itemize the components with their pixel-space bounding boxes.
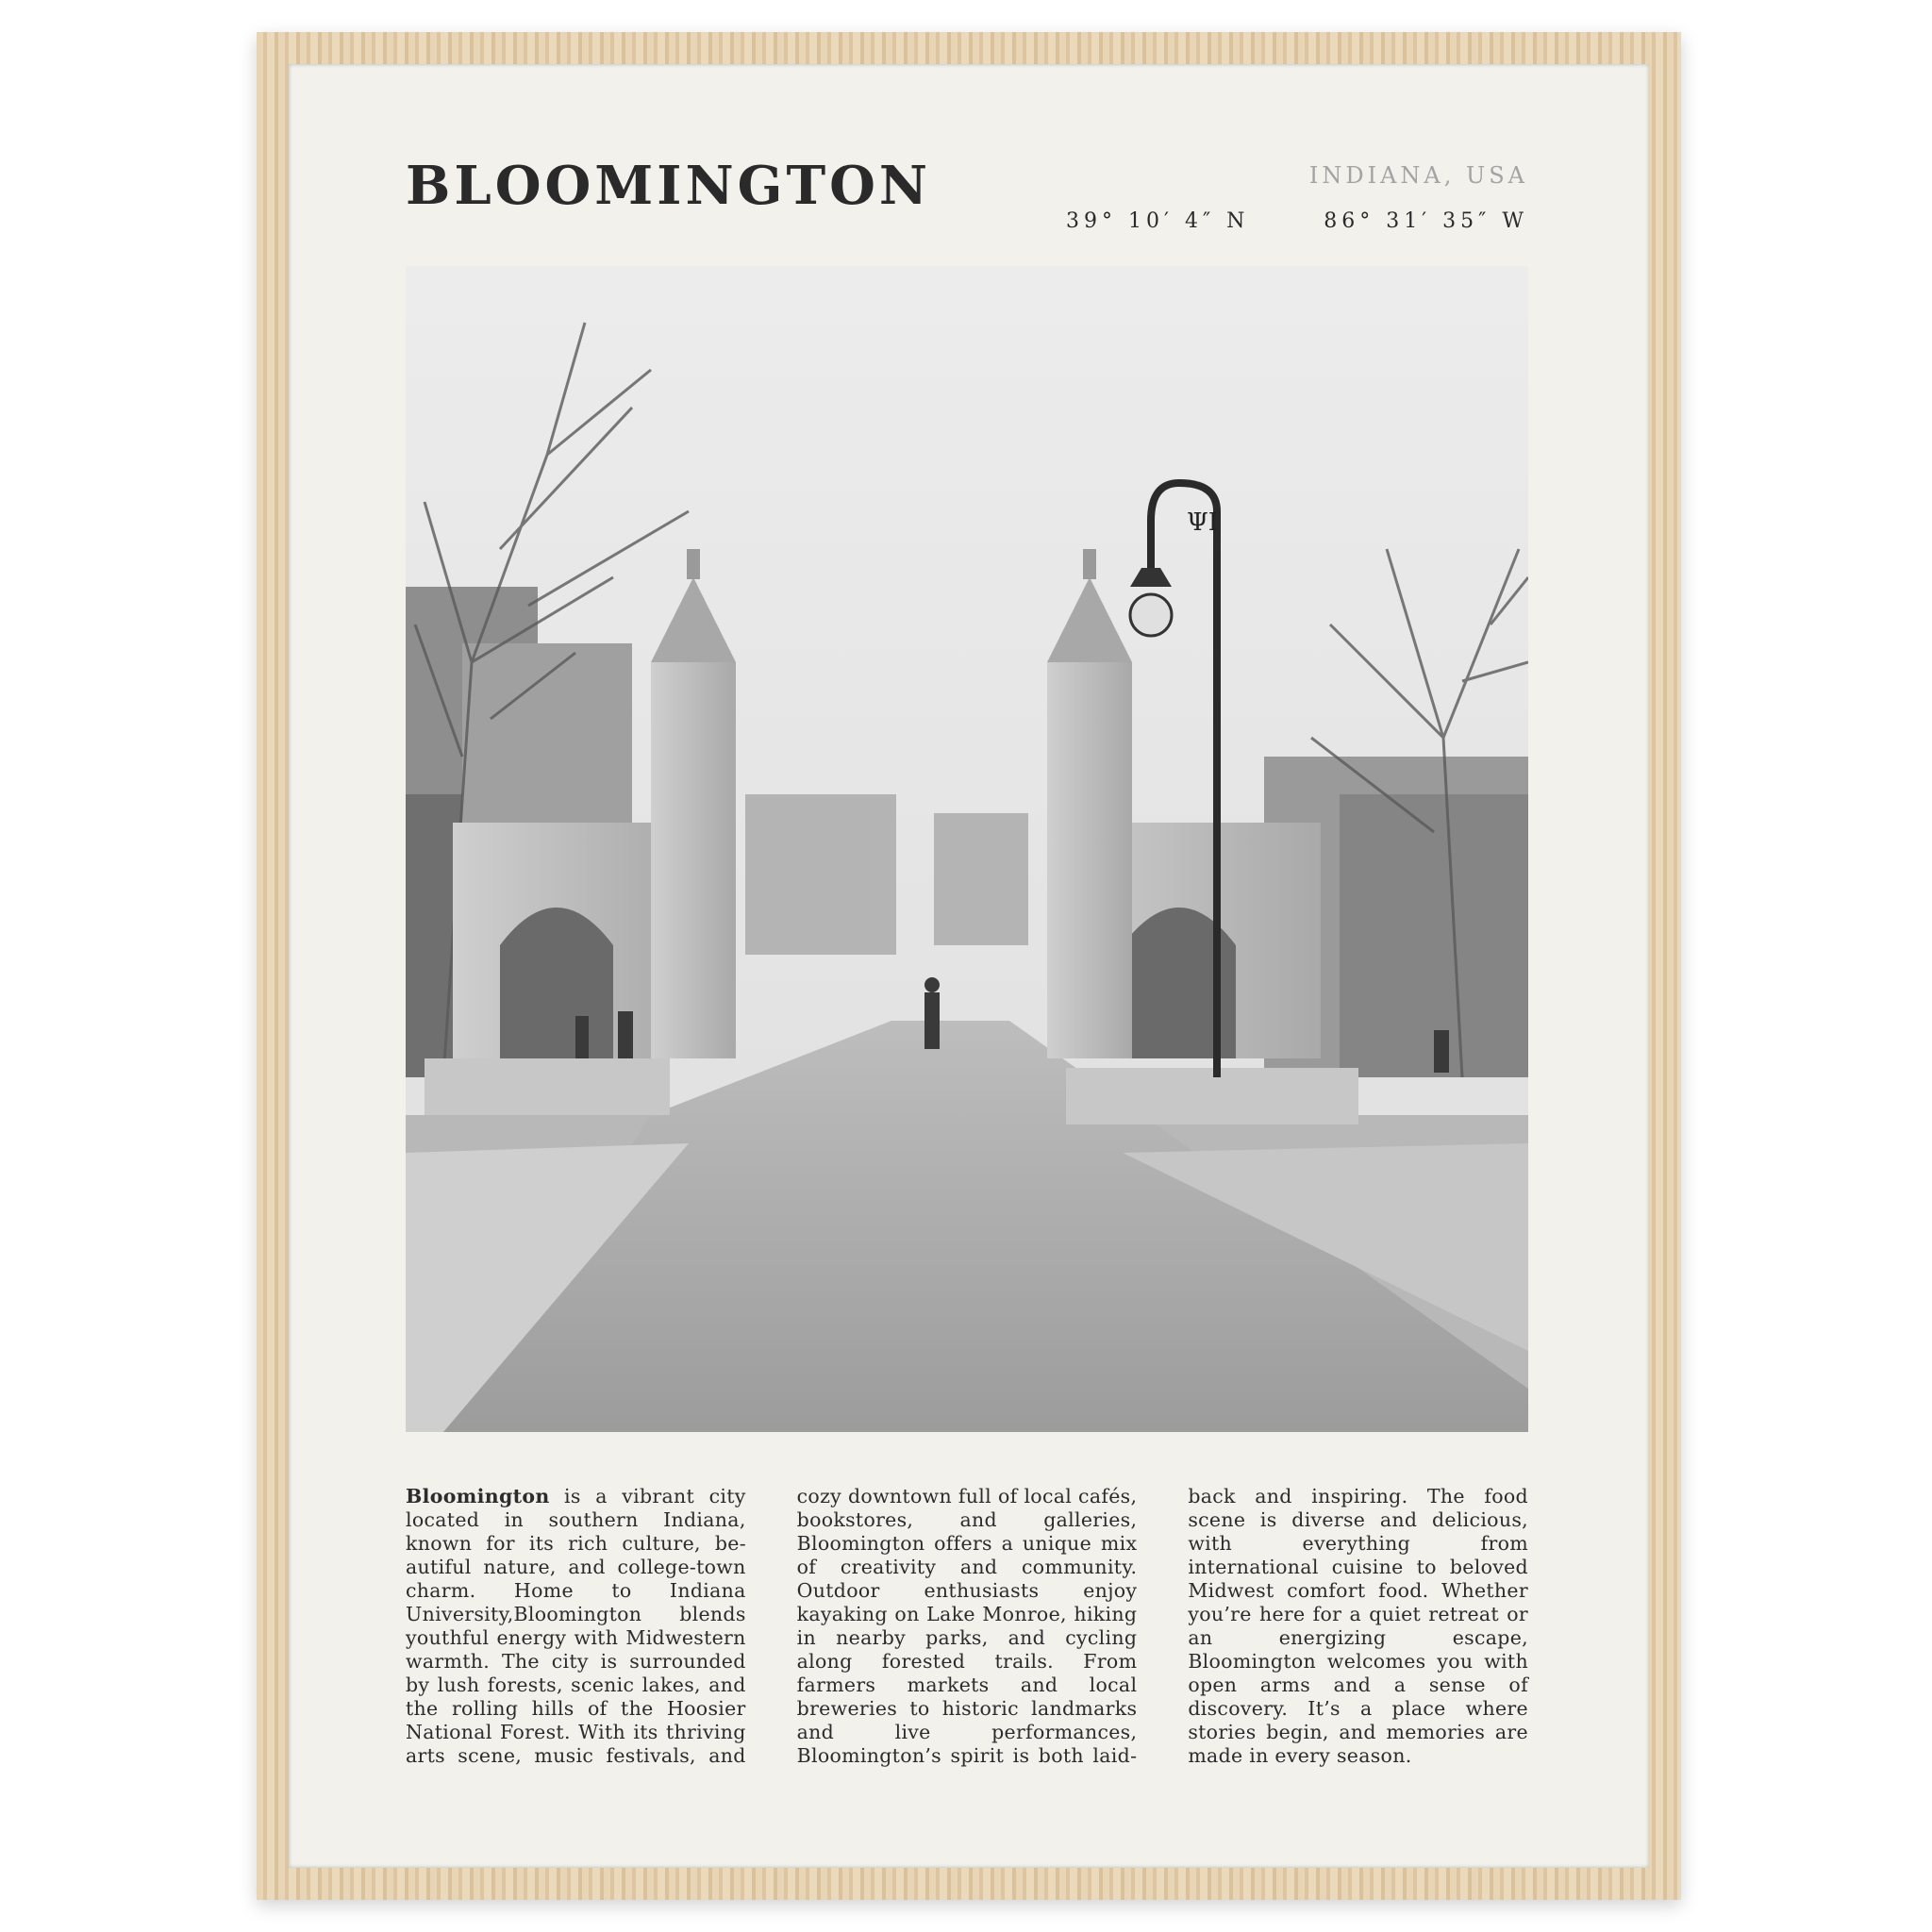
lamp-emblem: ΨI (1187, 508, 1219, 537)
description-body: is a vibrant city located in southern Indiana, known for its rich culture, beautiful nature, and college-town charm. Home to Indiana University,Bloomington blends youthful energy with Midwestern warmth. The city is surrounded by lush forests, scenic lakes, and the rolling hills of the Hoosier National Forest. With its thriving arts scene, music festivals, and cozy downtown full of local cafés, bookstores, and galleries, Bloomington offers a unique mix of creativity and community. Outdoor enthusiasts enjoy kayaking on Lake Monroe, hiking in nearby parks, and cycling along forested trails. From farmers markets and local breweries to historic landmarks and live performances, Bloomington’s spirit is both laid-back and inspiring. The food scene is diverse and delicious, with everything from international cuisine to beloved Midwest comfort food. Whether you’re here for a quiet retreat or an energizing escape, Bloomington welcomes you with open arms and a sense of discovery. It’s a place where stories begin, and memories are made in every season. (406, 1485, 1528, 1767)
latitude-label: 39° 10′ 4″ N (1066, 209, 1250, 233)
city-title: BLOOMINGTON (406, 155, 932, 217)
description-lead: Bloomington (406, 1485, 550, 1507)
distant-buildings (745, 794, 1028, 955)
city-description (406, 1485, 1528, 1787)
sample-gates-photo (406, 266, 1528, 1432)
longitude-label: 86° 31′ 35″ W (1324, 209, 1528, 233)
region-label: INDIANA, USA (1308, 162, 1528, 189)
